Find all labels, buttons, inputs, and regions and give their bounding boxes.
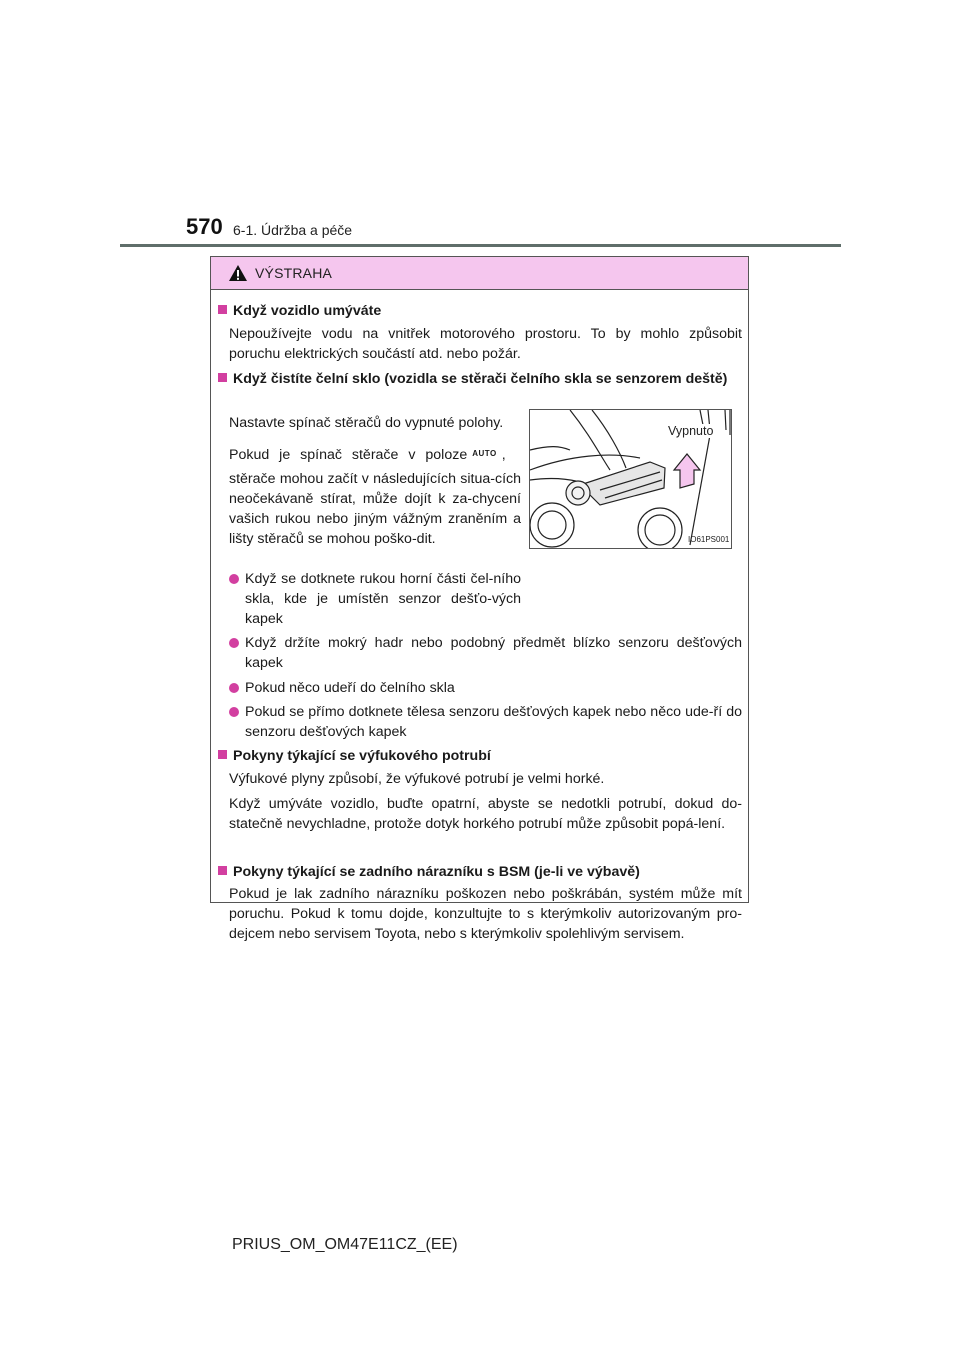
round-bullet-icon (229, 638, 239, 648)
bullet-text: Pokud něco udeří do čelního skla (245, 680, 455, 696)
section-heading-washing (218, 301, 744, 321)
warning-title: VÝSTRAHA (255, 265, 333, 281)
bullet-touch-top (229, 569, 521, 629)
bullet-wet-cloth (229, 633, 742, 673)
bullet-text: Když se dotknete rukou horní části čel-ního skla, kde je umístěn senzor dešťo-vých kapek (245, 571, 521, 627)
auto-line-comma: , (501, 447, 506, 463)
header-divider (120, 244, 841, 247)
heading-text: Když vozidlo umýváte (233, 303, 382, 319)
washing-text: Nepoužívejte vodu na vnitřek motorového prostoru. To by mohlo způsobit poruchu elektrických součástí atd. nebo požár. (229, 326, 742, 362)
warning-triangle-icon (228, 264, 248, 282)
square-bullet-icon (218, 305, 227, 314)
auto-line-text: Pokud je spínač stěrače v poloze (229, 447, 468, 463)
bsm-text: Pokud je lak zadního nárazníku poškozen nebo poškrábán, systém může mít poruchu. Pokud k tomu dojde, konzultujte to s kterýmkoliv autorizovaným pro-dejcem nebo servisem Toyota, nebo s kterýmkoliv spolehlivým servisem. (229, 886, 742, 942)
wiper-switch-figure (529, 409, 732, 549)
round-bullet-icon (229, 574, 239, 584)
warning-box (210, 256, 749, 942)
round-bullet-icon (229, 683, 239, 693)
square-bullet-icon (218, 373, 227, 382)
square-bullet-icon (218, 866, 227, 875)
wiper-auto-line (229, 444, 521, 465)
bullet-text: Když držíte mokrý hadr nebo podobný předmět blízko senzoru dešťových kapek (245, 635, 742, 671)
heading-text: Pokyny týkající se výfukového potrubí (233, 748, 491, 764)
section-title: 6-1. Údržba a péče (233, 222, 353, 238)
off-position-label: Vypnuto (668, 424, 714, 438)
wiper-risk-text: stěrače mohou začít v následujících situa-cích neočekávaně stírat, může dojít k za-chycení vašich rukou nebo jiným vážným zraněním a lišty stěračů se mohou poško-dit. (229, 471, 521, 547)
page-number: 570 (186, 214, 223, 239)
figure-code: IO61PS001 (688, 535, 730, 544)
section-heading-exhaust (218, 746, 744, 766)
auto-symbol-icon: AUTO (472, 449, 497, 458)
bullet-text: Pokud se přímo dotknete tělesa senzoru dešťových kapek nebo něco ude-ří do senzoru dešťových kapek (245, 704, 742, 740)
document-code: PRIUS_OM_OM47E11CZ_(EE) (232, 1236, 458, 1253)
heading-text: Když čistíte čelní sklo (vozidla se stěrači čelního skla se senzorem deště) (233, 371, 728, 387)
bullet-sensor-touch (229, 702, 742, 742)
heading-text: Pokyny týkající se zadního nárazníku s BSM (je-li ve výbavě) (233, 864, 640, 880)
bullet-object-hit (229, 678, 742, 698)
round-bullet-icon (229, 707, 239, 717)
exhaust-text-1: Výfukové plyny způsobí, že výfukové potrubí je velmi horké. (229, 771, 605, 787)
wiper-off-instruction: Nastavte spínač stěračů do vypnuté polohy. (229, 415, 504, 431)
warning-header (211, 257, 748, 290)
exhaust-text-2: Když umýváte vozidlo, buďte opatrní, abyste se nedotkli potrubí, dokud do-statečně nevychladne, protože dotyk horkého potrubí může způsobit popá-lení. (229, 796, 742, 832)
section-heading-bsm (218, 862, 744, 882)
square-bullet-icon (218, 750, 227, 759)
section-heading-windshield (218, 369, 742, 389)
